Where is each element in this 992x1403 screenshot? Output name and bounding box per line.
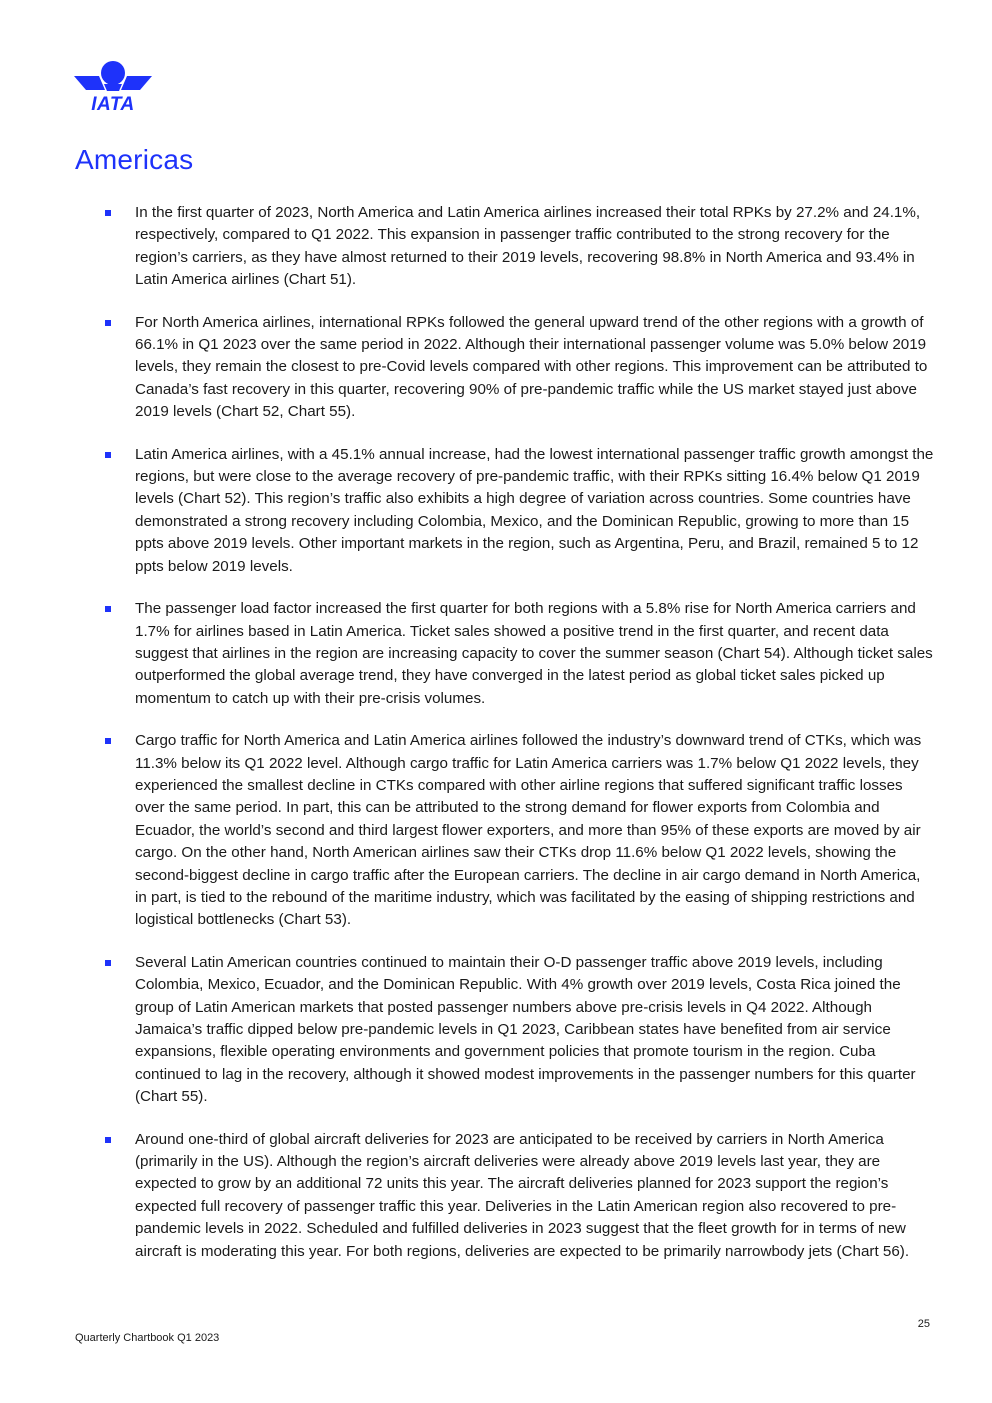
bullet-item	[104, 444, 934, 578]
bullet-square-icon	[105, 606, 111, 612]
bullet-square-icon	[105, 960, 111, 966]
page-title: Americas	[75, 144, 194, 175]
bullet-text: For North America airlines, international RPKs followed the general upward trend of the other regions with a growth of 66.1% in Q1 2023 over the same period in 2022. Although their international passenger volume was 5.0% below 2019 levels, they remain the closest to pre-Covid levels compared with other regions. This improvement can be attributed to Canada’s fast recovery in this quarter, recovering 90% of pre-pandemic traffic while the US market stayed just above 2019 levels (Chart 52, Chart 55).	[135, 313, 928, 421]
bullet-text: Latin America airlines, with a 45.1% annual increase, had the lowest international passenger traffic growth amongst the regions, but were close to the average recovery of pre-pandemic traffic, with their RPKs sitting 16.4% below Q1 2019 levels (Chart 52). This region’s traffic also exhibits a high degree of variation across countries. Some countries have demonstrated a strong recovery including Colombia, Mexico, and the Dominican Republic, growing to more than 15 ppts above 2019 levels. Other important markets in the region, such as Argentina, Peru, and Brazil, remained 5 to 12 ppts below 2019 levels.	[135, 445, 934, 575]
bullet-item	[104, 1129, 934, 1263]
bullet-item	[104, 730, 934, 932]
page-number: 25	[917, 1318, 930, 1330]
bullet-square-icon	[105, 452, 111, 458]
bullet-item	[104, 312, 934, 424]
bullet-item	[104, 202, 934, 292]
bullet-text: Around one-third of global aircraft deliveries for 2023 are anticipated to be received by carriers in North America (primarily in the US). Although the region’s aircraft deliveries were already above 2019 levels last year, they are expected to grow by an additional 72 units this year. The aircraft deliveries planned for 2023 support the region’s expected full recovery of passenger traffic this year. Deliveries in the Latin American region also recovered to pre-pandemic levels in 2022. Scheduled and fulfilled deliveries in 2023 suggest that the fleet growth for in terms of new aircraft is moderating this year. For both regions, deliveries are expected to be primarily narrowbody jets (Chart 56).	[135, 1130, 910, 1260]
bullet-text: In the first quarter of 2023, North America and Latin America airlines increased their total RPKs by 27.2% and 24.1%, respectively, compared to Q1 2022. This expansion in passenger traffic contributed to the strong recovery for the region’s carriers, as they have almost returned to their 2019 levels, recovering 98.8% in North America and 93.4% in Latin America airlines (Chart 51).	[135, 204, 921, 289]
bullet-square-icon	[105, 320, 111, 326]
footer-publication: Quarterly Chartbook Q1 2023	[75, 1332, 220, 1344]
bullet-square-icon	[105, 1137, 111, 1143]
bullet-text: The passenger load factor increased the first quarter for both regions with a 5.8% rise for North America carriers and 1.7% for airlines based in Latin America. Ticket sales showed a positive trend in the first quarter, and recent data suggest that airlines in the region are increasing capacity to cover the summer season (Chart 54). Although ticket sales outperformed the global average trend, they have converged in the latest period as global ticket sales picked up momentum to catch up with their pre-crisis volumes.	[135, 600, 933, 707]
iata-logo-text: IATA	[91, 94, 135, 112]
iata-logo-icon	[74, 60, 152, 112]
bullet-item	[104, 598, 934, 710]
bullet-text: Several Latin American countries continued to maintain their O-D passenger traffic above 2019 levels, including Colombia, Mexico, Ecuador, and the Dominican Republic. With 4% growth over 2019 levels, Costa Rica joined the group of Latin American markets that posted passenger numbers above pre-crisis levels in Q4 2022. Although Jamaica’s traffic dipped below pre-pandemic levels in Q1 2023, Caribbean states have benefited from air service expansions, flexible operating environments and government policies that promote tourism in the region. Cuba continued to lag in the recovery, although it showed modest improvements in the passenger numbers for this quarter (Chart 55).	[135, 953, 916, 1106]
bullet-list	[104, 202, 934, 1283]
iata-logo	[74, 60, 152, 112]
bullet-item	[104, 952, 934, 1109]
bullet-square-icon	[105, 210, 111, 216]
bullet-text: Cargo traffic for North America and Latin America airlines followed the industry’s downward trend of CTKs, which was 11.3% below its Q1 2022 level. Although cargo traffic for Latin America carriers was 1.7% below Q1 2022 levels, they experienced the smallest decline in CTKs compared with other airline regions that suffered significant traffic losses over the same period. In part, this can be attributed to the strong demand for flower exports from Colombia and Ecuador, the world’s second and third largest flower exporters, and more than 95% of these exports are moved by air cargo. On the other hand, North American airlines saw their CTKs drop 11.6% below Q1 2022 levels, showing the second-biggest decline in cargo traffic after the European carriers. The decline in air cargo demand in North America, in part, is tied to the rebound of the maritime industry, which was facilitated by the easing of shipping restrictions and logistical bottlenecks (Chart 53).	[135, 732, 922, 929]
bullet-square-icon	[105, 738, 111, 744]
